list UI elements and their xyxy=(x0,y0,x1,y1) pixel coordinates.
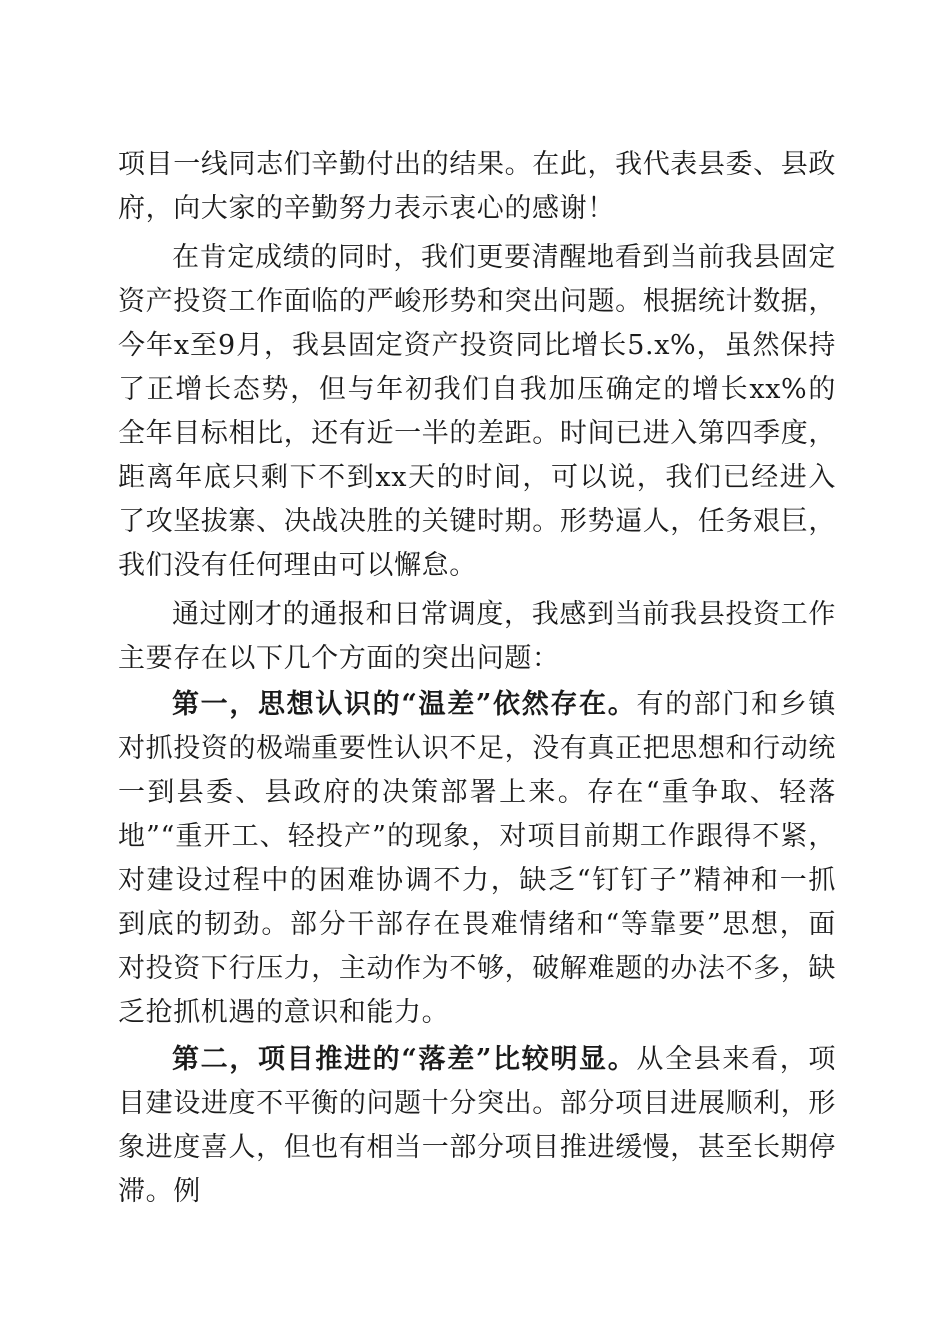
paragraph-2 xyxy=(118,236,836,588)
paragraph-3-text: 通过刚才的通报和日常调度，我感到当前我县投资工作主要存在以下几个方面的突出问题： xyxy=(118,599,836,674)
paragraph-4-heading: 第一，思想认识的“温差”依然存在。 xyxy=(172,689,637,720)
paragraph-5-heading: 第二，项目推进的“落差”比较明显。 xyxy=(172,1044,637,1075)
paragraph-5-text: 从全县来看，项目建设进度不平衡的问题十分突出。部分项目进展顺利，形象进度喜人，但也有相当一部分项目推进缓慢，甚至长期停滞。例 xyxy=(118,1044,837,1207)
paragraph-4 xyxy=(118,683,836,1035)
paragraph-4-text: 有的部门和乡镇对抓投资的极端重要性认识不足，没有真正把思想和行动统一到县委、县政府的决策部署上来。存在“重争取、轻落地”“重开工、轻投产”的现象，对项目前期工作跟得不紧，对建设过程中的困难协调不力，缺乏“钉钉子”精神和一抓到底的韧劲。部分干部存在畏难情绪和“等靠要”思想，面对投资下行压力，主动作为不够，破解难题的办法不多，缺乏抢抓机遇的意识和能力。 xyxy=(118,689,837,1028)
paragraph-1 xyxy=(118,143,836,231)
paragraph-1-text: 项目一线同志们辛勤付出的结果。在此，我代表县委、县政府，向大家的辛勤努力表示衷心的感谢！ xyxy=(118,149,836,224)
paragraph-5 xyxy=(118,1038,836,1214)
paragraph-3 xyxy=(118,593,836,681)
paragraph-2-text: 在肯定成绩的同时，我们更要清醒地看到当前我县固定资产投资工作面临的严峻形势和突出问题。根据统计数据，今年x至9月，我县固定资产投资同比增长5.x%，虽然保持了正增长态势，但与年初我们自我加压确定的增长xx%的全年目标相比，还有近一半的差距。时间已进入第四季度，距离年底只剩下不到xx天的时间，可以说，我们已经进入了攻坚拔寨、决战决胜的关键时期。形势逼人，任务艰巨，我们没有任何理由可以懈怠。 xyxy=(118,242,836,581)
